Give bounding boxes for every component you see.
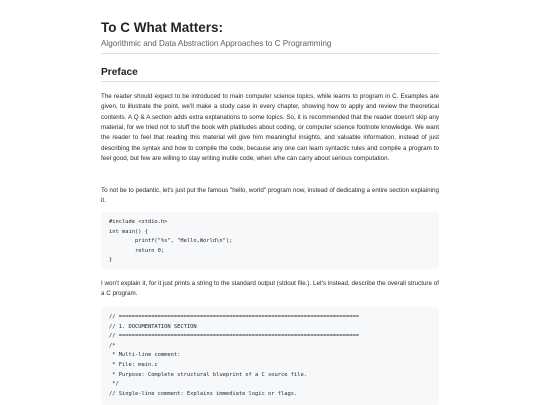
- code-block-program-structure: // ========================================================================== // 1. DOCUMENTATION SECTION // ========================================================================== /* * Multi-line comment: * File: main.c * Purpose: Complete structural blueprint of a C source file. */ // Single-line comment: Explains immediate logic or flags.: [101, 307, 439, 405]
- preface-paragraph-1: The reader should expect to be introduced to main computer science topics, while learns to program in C. Examples are given, to illustrate the point, we'll make a study case in every chapter, showing how to apply and review the theoretical contents. A Q & A section adds extra explanations to some topics. So, it is recommended that the reader doesn't skip any material, for we tried not to stuff the book with platitudes about coding, or computer science footnote knowledge. We want the reader to feel that reading this material will give him meaningful insights, and valuable information, instead of just describing the syntax and how to compile the code, because any one can learn syntactic rules and compile a program to feel good, but few are willing to stay writing inutile code, when s/he can carry about serious computation.: [101, 93, 439, 163]
- section-divider: [101, 81, 439, 82]
- code-block-hello-world: #include <stdio.h> int main() { printf("%s", "Hello,World\n"); return 0; }: [101, 212, 439, 269]
- section-heading-preface: Preface: [101, 67, 138, 78]
- book-subtitle: Algorithmic and Data Abstraction Approaches to C Programming: [101, 39, 332, 48]
- book-title: To C What Matters:: [101, 20, 223, 35]
- title-divider: [101, 53, 439, 54]
- preface-paragraph-2: To not be to pedantic, let's just put the famous "hello, world" program now, instead of dedicating a entire section explaining it.: [101, 187, 439, 205]
- preface-paragraph-3: I won't explain it, for it just prints a string to the standard output (stdout file.). Let's instead, describe the overall structure of a C program.: [101, 280, 439, 298]
